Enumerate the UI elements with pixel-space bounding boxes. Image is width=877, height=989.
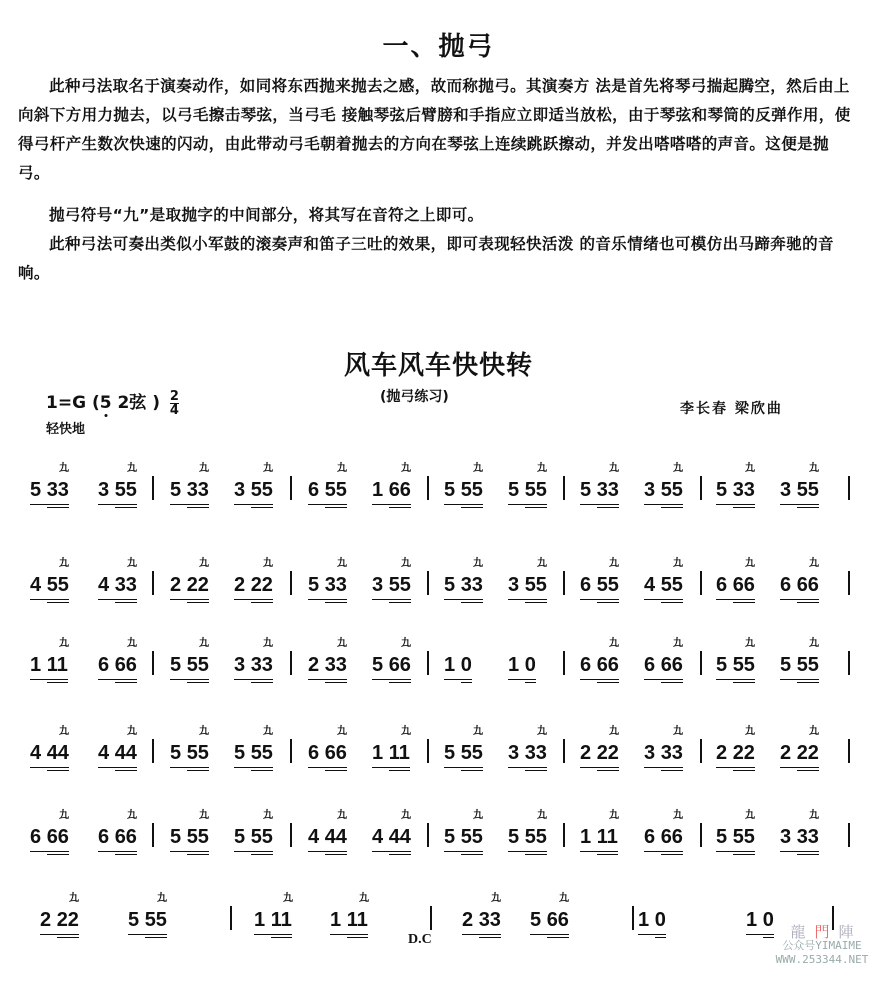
- throw-bow-ornament: 九 ⁀: [127, 810, 137, 829]
- note-beat: 1 0: [638, 909, 666, 931]
- barline: [700, 476, 702, 500]
- barline: [700, 651, 702, 675]
- barline: [152, 571, 154, 595]
- key-suffix: 2弦 ): [111, 393, 160, 413]
- note-beat: 6 66: [644, 654, 683, 676]
- composer: 李长春 梁欣曲: [680, 401, 783, 417]
- score-row: [0, 545, 877, 605]
- paragraph-3: 此种弓法可奏出类似小军鼓的滚奏声和笛子三吐的效果，即可表现轻快活泼 的音乐情绪也可模仿出马蹄奔驰的音响。: [18, 235, 834, 282]
- note-beat: 5 55: [444, 479, 483, 501]
- note-beat: 4 44: [308, 826, 347, 848]
- throw-bow-ornament: 九 ⁀: [263, 638, 273, 657]
- barline: [230, 906, 232, 930]
- note-beat: 2 22: [40, 909, 79, 931]
- throw-bow-ornament: 九 ⁀: [199, 726, 209, 745]
- score-row: [0, 713, 877, 773]
- note-beat: 5 33: [30, 479, 69, 501]
- note-beat: 6 66: [30, 826, 69, 848]
- throw-bow-ornament: 九 ⁀: [263, 558, 273, 577]
- score-row: [0, 625, 877, 685]
- throw-bow-ornament: 九 ⁀: [473, 810, 483, 829]
- score-row: [0, 880, 877, 940]
- throw-bow-ornament: 九 ⁀: [69, 893, 79, 912]
- barline: [152, 476, 154, 500]
- note-beat: 1 11: [372, 742, 410, 764]
- score-row: [0, 797, 877, 857]
- throw-bow-ornament: 九 ⁀: [473, 463, 483, 482]
- barline: [427, 476, 429, 500]
- throw-bow-ornament: 九 ⁀: [491, 893, 501, 912]
- throw-bow-ornament: 九 ⁀: [59, 810, 69, 829]
- note-beat: 3 55: [644, 479, 683, 501]
- throw-bow-ornament: 九 ⁀: [263, 463, 273, 482]
- barline: [152, 651, 154, 675]
- throw-bow-ornament: 九 ⁀: [401, 810, 411, 829]
- note-beat: 5 55: [170, 742, 209, 764]
- barline: [290, 823, 292, 847]
- barline: [700, 571, 702, 595]
- paragraph-1: 此种弓法取名于演奏动作，如同将东西抛来抛去之感，故而称抛弓。其演奏方 法是首先将琴弓揣起腾空，然后由上向斜下方用力抛去，以弓毛擦击琴弦，当弓毛 接触琴弦后臂膀和手指应立即适当放松，由于琴弦和琴筒的反弹作用，使得弓杆产生数次快速的闪动，由此带动弓毛朝着抛去的方向在琴弦上连续跳跃擦动，并发出嗒嗒嗒的声音。这便是抛弓。: [18, 77, 851, 182]
- note-beat: 6 55: [308, 479, 347, 501]
- note-beat: 1 0: [508, 654, 536, 676]
- note-beat: 2 22: [780, 742, 819, 764]
- note-beat: 2 22: [580, 742, 619, 764]
- throw-bow-ornament: 九 ⁀: [745, 810, 755, 829]
- throw-bow-ornament: 九 ⁀: [609, 638, 619, 657]
- note-beat: 5 55: [716, 654, 755, 676]
- throw-bow-ornament: 九 ⁀: [809, 810, 819, 829]
- key-string1: 5: [99, 393, 112, 413]
- note-beat: 5 55: [508, 479, 547, 501]
- note-beat: 6 55: [580, 574, 619, 596]
- throw-bow-ornament: 九 ⁀: [673, 463, 683, 482]
- barline: [848, 651, 850, 675]
- note-beat: 1 11: [254, 909, 292, 931]
- note-beat: 4 33: [98, 574, 137, 596]
- note-beat: 3 55: [780, 479, 819, 501]
- note-beat: 5 33: [308, 574, 347, 596]
- throw-bow-ornament: 九 ⁀: [809, 726, 819, 745]
- note-beat: 4 44: [30, 742, 69, 764]
- note-beat: 5 66: [530, 909, 569, 931]
- barline: [563, 739, 565, 763]
- throw-bow-ornament: 九 ⁀: [673, 726, 683, 745]
- throw-bow-ornament: 九 ⁀: [337, 558, 347, 577]
- note-beat: 6 66: [716, 574, 755, 596]
- throw-bow-ornament: 九 ⁀: [127, 726, 137, 745]
- throw-bow-ornament: 九 ⁀: [127, 638, 137, 657]
- throw-bow-ornament: 九 ⁀: [199, 810, 209, 829]
- note-beat: 5 66: [372, 654, 411, 676]
- paragraph-2: 抛弓符号“九”是取抛字的中间部分，将其写在音符之上即可。: [49, 206, 484, 224]
- throw-bow-ornament: 九 ⁀: [673, 638, 683, 657]
- barline: [848, 823, 850, 847]
- note-beat: 6 66: [98, 826, 137, 848]
- note-beat: 3 33: [644, 742, 683, 764]
- note-beat: 5 55: [508, 826, 547, 848]
- barline: [563, 476, 565, 500]
- note-beat: 1 11: [330, 909, 368, 931]
- section-title: 一、抛弓: [382, 32, 495, 62]
- throw-bow-ornament: 九 ⁀: [359, 893, 369, 912]
- watermark-line3: WWW.253344.NET: [775, 953, 869, 966]
- throw-bow-ornament: 九 ⁀: [745, 463, 755, 482]
- note-beat: 5 55: [716, 826, 755, 848]
- throw-bow-ornament: 九 ⁀: [127, 463, 137, 482]
- note-beat: 4 55: [30, 574, 69, 596]
- throw-bow-ornament: 九 ⁀: [59, 558, 69, 577]
- barline: [848, 476, 850, 500]
- note-beat: 3 33: [234, 654, 273, 676]
- throw-bow-ornament: 九 ⁀: [809, 463, 819, 482]
- note-beat: 5 55: [780, 654, 819, 676]
- note-beat: 5 55: [444, 742, 483, 764]
- throw-bow-ornament: 九 ⁀: [745, 638, 755, 657]
- throw-bow-ornament: 九 ⁀: [537, 726, 547, 745]
- barline: [848, 571, 850, 595]
- throw-bow-ornament: 九 ⁀: [283, 893, 293, 912]
- throw-bow-ornament: 九 ⁀: [673, 558, 683, 577]
- throw-bow-ornament: 九 ⁀: [537, 810, 547, 829]
- watermark-brand: 龍 門 陣: [790, 923, 854, 941]
- throw-bow-ornament: 九 ⁀: [401, 726, 411, 745]
- note-beat: 5 33: [170, 479, 209, 501]
- note-beat: 3 55: [234, 479, 273, 501]
- throw-bow-ornament: 九 ⁀: [401, 463, 411, 482]
- score-title: 风车风车快快转: [343, 351, 533, 381]
- barline: [152, 823, 154, 847]
- barline: [427, 823, 429, 847]
- barline: [430, 906, 432, 930]
- note-beat: 2 33: [308, 654, 347, 676]
- throw-bow-ornament: 九 ⁀: [609, 726, 619, 745]
- barline: [152, 739, 154, 763]
- score-subtitle: (抛弓练习): [380, 389, 449, 405]
- note-beat: 6 66: [308, 742, 347, 764]
- note-beat: 4 44: [98, 742, 137, 764]
- note-beat: 4 44: [372, 826, 411, 848]
- throw-bow-ornament: 九 ⁀: [401, 638, 411, 657]
- note-beat: 5 55: [170, 826, 209, 848]
- throw-bow-ornament: 九 ⁀: [609, 810, 619, 829]
- throw-bow-ornament: 九 ⁀: [609, 463, 619, 482]
- throw-bow-ornament: 九 ⁀: [263, 810, 273, 829]
- note-beat: 1 11: [580, 826, 618, 848]
- note-beat: 4 55: [644, 574, 683, 596]
- throw-bow-ornament: 九 ⁀: [809, 638, 819, 657]
- barline: [290, 571, 292, 595]
- note-beat: 6 66: [644, 826, 683, 848]
- note-beat: 2 33: [462, 909, 501, 931]
- key-prefix: 1=G (: [46, 393, 100, 413]
- note-beat: 2 22: [170, 574, 209, 596]
- note-beat: 3 33: [508, 742, 547, 764]
- note-beat: 5 55: [444, 826, 483, 848]
- barline: [700, 739, 702, 763]
- throw-bow-ornament: 九 ⁀: [199, 638, 209, 657]
- note-beat: 5 33: [716, 479, 755, 501]
- note-beat: 3 55: [98, 479, 137, 501]
- score-row: [0, 450, 877, 510]
- barline: [700, 823, 702, 847]
- throw-bow-ornament: 九 ⁀: [537, 558, 547, 577]
- note-beat: 5 55: [128, 909, 167, 931]
- barline: [290, 476, 292, 500]
- note-beat: 5 33: [444, 574, 483, 596]
- note-beat: 1 0: [746, 909, 774, 931]
- note-beat: 1 11: [30, 654, 68, 676]
- note-beat: 5 33: [580, 479, 619, 501]
- throw-bow-ornament: 九 ⁀: [473, 726, 483, 745]
- note-beat: 6 66: [780, 574, 819, 596]
- throw-bow-ornament: 九 ⁀: [157, 893, 167, 912]
- note-beat: 6 66: [98, 654, 137, 676]
- barline: [563, 571, 565, 595]
- note-beat: 1 66: [372, 479, 411, 501]
- barline: [563, 651, 565, 675]
- tempo-marking: 轻快地: [46, 422, 86, 437]
- note-beat: 5 55: [234, 826, 273, 848]
- note-beat: 1 0: [444, 654, 472, 676]
- barline: [290, 651, 292, 675]
- watermark: [767, 925, 877, 967]
- barline: [427, 571, 429, 595]
- throw-bow-ornament: 九 ⁀: [127, 558, 137, 577]
- throw-bow-ornament: 九 ⁀: [473, 558, 483, 577]
- throw-bow-ornament: 九 ⁀: [337, 463, 347, 482]
- throw-bow-ornament: 九 ⁀: [745, 558, 755, 577]
- throw-bow-ornament: 九 ⁀: [199, 463, 209, 482]
- note-beat: 3 33: [780, 826, 819, 848]
- note-beat: 3 55: [372, 574, 411, 596]
- watermark-line2: 公众号YIMAIME: [782, 939, 862, 952]
- barline: [563, 823, 565, 847]
- throw-bow-ornament: 九 ⁀: [559, 893, 569, 912]
- barline: [427, 739, 429, 763]
- throw-bow-ornament: 九 ⁀: [337, 726, 347, 745]
- barline: [632, 906, 634, 930]
- throw-bow-ornament: 九 ⁀: [809, 558, 819, 577]
- throw-bow-ornament: 九 ⁀: [673, 810, 683, 829]
- note-beat: 6 66: [580, 654, 619, 676]
- throw-bow-ornament: 九 ⁀: [199, 558, 209, 577]
- throw-bow-ornament: 九 ⁀: [59, 638, 69, 657]
- note-beat: 5 55: [170, 654, 209, 676]
- throw-bow-ornament: 九 ⁀: [537, 463, 547, 482]
- throw-bow-ornament: 九 ⁀: [263, 726, 273, 745]
- barline: [848, 739, 850, 763]
- note-beat: 2 22: [716, 742, 755, 764]
- barline: [427, 651, 429, 675]
- key-signature: [46, 388, 179, 417]
- dc-marking: D.C: [408, 932, 432, 947]
- throw-bow-ornament: 九 ⁀: [337, 638, 347, 657]
- note-beat: 2 22: [234, 574, 273, 596]
- time-signature: $\frac{2}{4}$: [169, 388, 179, 418]
- throw-bow-ornament: 九 ⁀: [59, 726, 69, 745]
- throw-bow-ornament: 九 ⁀: [337, 810, 347, 829]
- throw-bow-ornament: 九 ⁀: [401, 558, 411, 577]
- barline: [290, 739, 292, 763]
- throw-bow-ornament: 九 ⁀: [609, 558, 619, 577]
- throw-bow-ornament: 九 ⁀: [745, 726, 755, 745]
- note-beat: 5 55: [234, 742, 273, 764]
- note-beat: 3 55: [508, 574, 547, 596]
- throw-bow-ornament: 九 ⁀: [59, 463, 69, 482]
